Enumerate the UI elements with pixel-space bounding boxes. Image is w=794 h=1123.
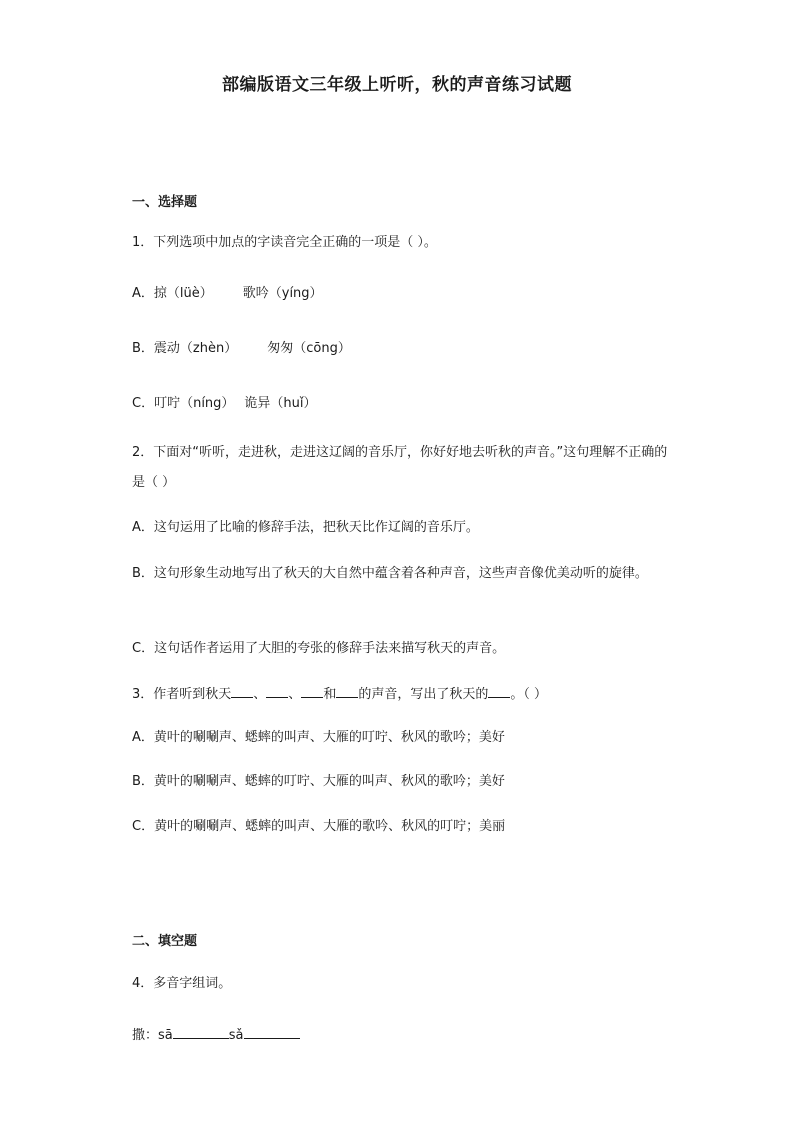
option-a-part1: A．掠（lüè） [132,286,213,301]
question-3-stem [132,683,672,705]
answer-blank[interactable] [301,683,323,698]
question-3-option-a: A．黄叶的唰唰声、蟋蟀的叫声、大雁的叮咛、秋风的歌吟；美好 [132,730,505,745]
question-1-option-a [132,284,672,304]
section-heading-choice: 一、选择题 [132,195,198,210]
question-3-option-b: B．黄叶的唰唰声、蟋蟀的叮咛、大雁的叫声、秋风的歌吟；美好 [132,774,505,789]
option-b-part2: 匆匆（cōng） [267,341,351,356]
answer-blank[interactable] [173,1024,229,1039]
option-b-part1: B．震动（zhèn） [132,341,238,356]
page-title: 部编版语文三年级上听听，秋的声音练习试题 [222,75,572,95]
question-3-option-c: C．黄叶的唰唰声、蟋蟀的叫声、大雁的歌吟、秋风的叮咛；美丽 [132,819,506,834]
question-3-suffix: 。（ ） [510,687,547,702]
question-2-option-b: B．这句形象生动地写出了秋天的大自然中蕴含着各种声音，这些声音像优美动听的旋律。 [132,566,648,581]
answer-blank[interactable] [244,1024,300,1039]
section-heading-fill: 二、填空题 [132,934,198,949]
question-2-option-c: C．这句话作者运用了大胆的夸张的修辞手法来描写秋天的声音。 [132,641,506,656]
option-c-part1: C．叮咛（níng） [132,396,235,411]
question-1-option-b [132,339,672,359]
separator: 、 [288,687,302,702]
question-4-stem: 4．多音字组词。 [132,976,232,991]
pinyin-1: sā [158,1028,173,1043]
option-a-part2: 歌吟（yíng） [242,286,323,301]
pinyin-2: sǎ [228,1028,244,1043]
question-2-option-a: A．这句运用了比喻的修辞手法，把秋天比作辽阔的音乐厅。 [132,520,479,535]
answer-blank[interactable] [488,683,510,698]
answer-blank[interactable] [266,683,288,698]
question-3-prefix: 3．作者听到秋天 [132,687,232,702]
separator: 和 [323,687,337,702]
question-1-option-c [132,394,672,414]
question-4-answer-line [132,1024,672,1046]
answer-blank[interactable] [231,683,253,698]
polyphone-char-label: 撒： [132,1028,159,1043]
answer-blank[interactable] [336,683,358,698]
option-c-part2: 诡异（huǐ） [244,396,317,411]
question-1-stem: 1．下列选项中加点的字读音完全正确的一项是（ ）。 [132,235,437,250]
separator: 、 [253,687,267,702]
question-3-mid: 的声音，写出了秋天的 [358,687,489,702]
question-2-stem: 2．下面对“听听，走进秋，走进这辽阔的音乐厅，你好好地去听秋的声音。”这句理解不正确的是（ ） [132,445,668,490]
